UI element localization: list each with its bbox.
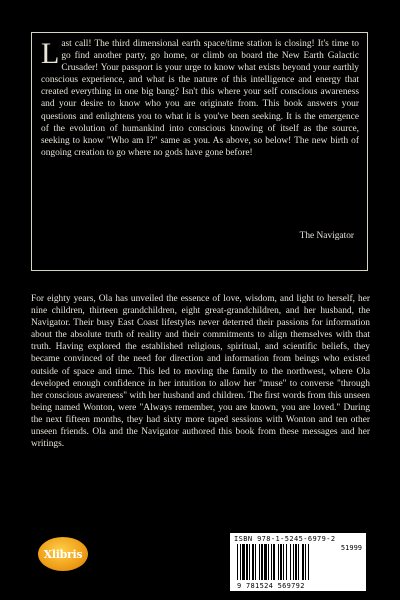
barcode-bar — [280, 544, 282, 580]
blurb-text: ast call! The third dimensional earth space/time station is closing! It's time to go find another party, go home, or climb on board the New Earth Galactic Crusader! Your passport is your urge to know what exists beyond your earthly conscious experience, and what is the nature of this intelligence and energy that created everything in one big bang? Isn't this where your self conscious awareness and your desire to know who you are originate from. This book answers your questions and enlightens you to what it is you've been seeking. It is the emergence of the evolution of humankind into conscious knowing of itself as the source, seeking to know "Who am I?" same as you. As above, so below! The new birth of ongoing creation to go where no gods have gone before! — [41, 39, 359, 158]
barcode-bar — [293, 544, 294, 580]
barcode-bar — [240, 544, 241, 580]
barcode-bar — [305, 544, 306, 580]
price-code: 51999 — [340, 544, 362, 552]
barcode-bar — [295, 544, 297, 580]
barcode-block — [230, 533, 366, 591]
drop-cap-letter: L — [41, 37, 60, 70]
publisher-logo — [38, 537, 88, 571]
barcode-bar — [268, 544, 269, 580]
barcode-bar — [298, 544, 299, 580]
barcode-bar — [308, 544, 309, 580]
barcode-bar — [246, 544, 248, 580]
barcode-bar — [264, 544, 267, 580]
barcode-bar — [252, 544, 254, 580]
barcode-bar — [242, 544, 245, 580]
blurb-signature: The Navigator — [299, 231, 354, 241]
barcode-bar — [290, 544, 291, 580]
barcode-bar — [273, 544, 275, 580]
barcode-bar — [237, 544, 238, 580]
isbn-label: ISBN 978-1-5245-6979-2 — [234, 535, 336, 543]
blurb-paragraph — [41, 38, 359, 159]
barcode-bar — [259, 544, 260, 580]
publisher-logo-text: Xlibris — [43, 547, 83, 561]
barcode-bar — [255, 544, 256, 580]
barcode-bar — [302, 544, 304, 580]
barcode-bar — [278, 544, 279, 580]
barcode-bar — [283, 544, 284, 580]
barcode-bar — [286, 544, 287, 580]
barcode-bars — [237, 544, 359, 580]
barcode-bar — [271, 544, 272, 580]
author-bio: For eighty years, Ola has unveiled the essence of love, wisdom, and light to herself, her nine children, thirteen grandchildren, eight great-grandchildren, and her husband, the Navigator. Their busy East Coast lifestyles never deterred their passions for information about the absolute truth of reality and their commitments to align themselves with that truth. Having explored the established religious, spiritual, and scientific beliefs, they became convinced of the need for direction and information from beings who existed outside of space and time. This led to moving the family to the northwest, where Ola developed enough confidence in her intuition to allow her "muse" to converse "through her conscious awareness" with her husband and children. The first words from this unseen being named Wonton, were "Always remember, you are known, you are loved." During the next fifteen months, they had sixty more taped sessions with Wonton and ten other unseen friends. Ola and the Navigator authored this book from these messages and her writings. — [31, 294, 370, 450]
barcode-bar — [261, 544, 263, 580]
barcode-digits: 9 781524 569792 — [237, 582, 305, 590]
barcode-bar — [249, 544, 250, 580]
